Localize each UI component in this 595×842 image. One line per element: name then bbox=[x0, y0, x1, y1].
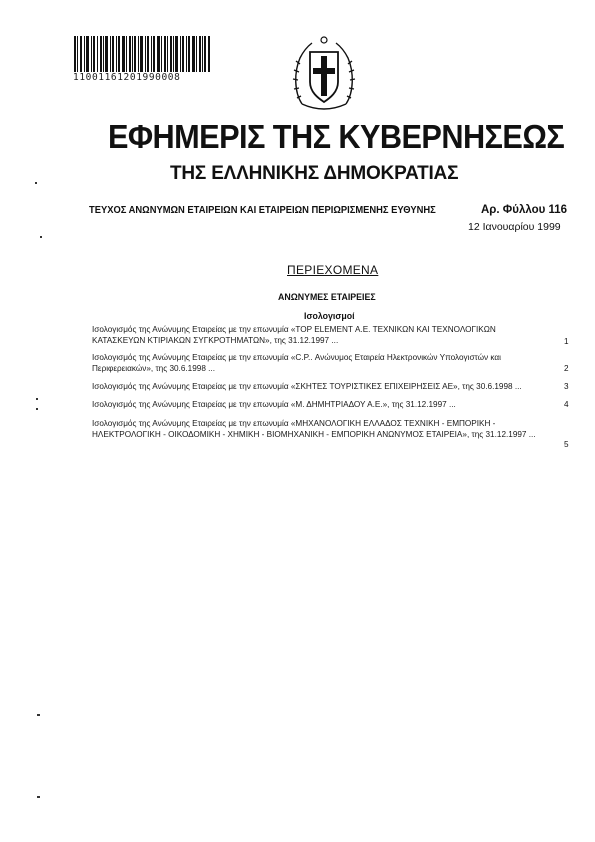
entry-text: Ισολογισμός της Ανώνυμης Εταιρείας με την επωνυμία «ΜΗΧΑΝΟΛΟΓΙΚΗ ΕΛΛΑΔΟΣ ΤΕΧΝΙΚΗ - ΕΜΠΟΡΙΚΗ - ΗΛΕΚΤΡΟΛΟΓΙΚΗ - ΟΙΚΟΔΟΜΙΚΗ - ΧΗΜΙΚΗ - ΒΙΟΜΗΧΑΝΙΚΗ - ΕΜΠΟΡΙΚΗ ΑΝΩΝΥΜΟΣ ΕΤΑΙΡΕΙΑ», της 31.12.1997 ... bbox=[92, 419, 536, 439]
gazette-title: ΕΦΗΜΕΡΙΣ ΤΗΣ ΚΥΒΕΡΝΗΣΕΩΣ bbox=[108, 118, 565, 155]
entry-page-number: 4 bbox=[564, 400, 569, 409]
entry-text: Ισολογισμός της Ανώνυμης Εταιρείας με την επωνυμία «Μ. ΔΗΜΗΤΡΙΑΔΟΥ Α.Ε.», της 31.12.1997 ... bbox=[92, 400, 456, 409]
contents-entry bbox=[92, 419, 548, 440]
entry-page-number: 1 bbox=[564, 337, 569, 346]
scan-speck bbox=[36, 398, 38, 400]
issue-series: ΤΕΥΧΟΣ ΑΝΩΝΥΜΩΝ ΕΤΑΙΡΕΙΩΝ ΚΑΙ ΕΤΑΙΡΕΙΩΝ ΠΕΡΙΩΡΙΣΜΕΝΗΣ ΕΥΘΥΝΗΣ bbox=[89, 205, 436, 216]
issue-date: 12 Ιανουαρίου 1999 bbox=[468, 221, 561, 233]
barcode bbox=[74, 36, 210, 72]
entry-page-number: 3 bbox=[564, 382, 569, 391]
scan-speck bbox=[37, 714, 40, 716]
hellenic-coat-of-arms-icon bbox=[292, 34, 356, 116]
entry-text: Ισολογισμός της Ανώνυμης Εταιρείας με την επωνυμία «C.P.. Ανώνυμος Εταιρεία Ηλεκτρονικών Υπολογιστών και Περιφερειακών», της 30.6.1998 ... bbox=[92, 353, 501, 373]
entry-page-number: 5 bbox=[564, 440, 569, 449]
scan-speck bbox=[40, 236, 42, 238]
subsection-heading: Ισολογισμοί bbox=[304, 311, 355, 321]
contents-entry bbox=[92, 353, 548, 374]
entry-page-number: 2 bbox=[564, 364, 569, 373]
sheet-number: Αρ. Φύλλου 116 bbox=[481, 204, 568, 216]
contents-entry bbox=[92, 400, 548, 411]
scan-speck bbox=[35, 182, 37, 184]
entry-text: Ισολογισμός της Ανώνυμης Εταιρείας με την επωνυμία «TOP ELEMENT Α.Ε. ΤΕΧΝΙΚΩΝ ΚΑΙ ΤΕΧΝΟΛΟΓΙΚΩΝ ΚΑΤΑΣΚΕΥΩΝ ΚΤΙΡΙΑΚΩΝ ΣΥΓΚΡΟΤΗΜΑΤΩΝ», της 31.12.1997 ... bbox=[92, 325, 496, 345]
contents-entry bbox=[92, 325, 548, 346]
scan-speck bbox=[36, 408, 38, 410]
barcode-number: 11001161201990008 bbox=[73, 72, 181, 83]
scan-speck bbox=[37, 796, 40, 798]
gazette-subtitle: ΤΗΣ ΕΛΛΗΝΙΚΗΣ ΔΗΜΟΚΡΑΤΙΑΣ bbox=[170, 163, 459, 184]
entry-text: Ισολογισμός της Ανώνυμης Εταιρείας με την επωνυμία «ΣΚΗΤΕΣ ΤΟΥΡΙΣΤΙΚΕΣ ΕΠΙΧΕΙΡΗΣΕΙΣ ΑΕ», της 30.6.1998 ... bbox=[92, 382, 522, 391]
contents-heading: ΠΕΡΙΕΧΟΜΕΝΑ bbox=[287, 263, 379, 277]
section-heading: ΑΝΩΝΥΜΕΣ ΕΤΑΙΡΕΙΕΣ bbox=[278, 292, 376, 302]
contents-entry bbox=[92, 382, 548, 393]
